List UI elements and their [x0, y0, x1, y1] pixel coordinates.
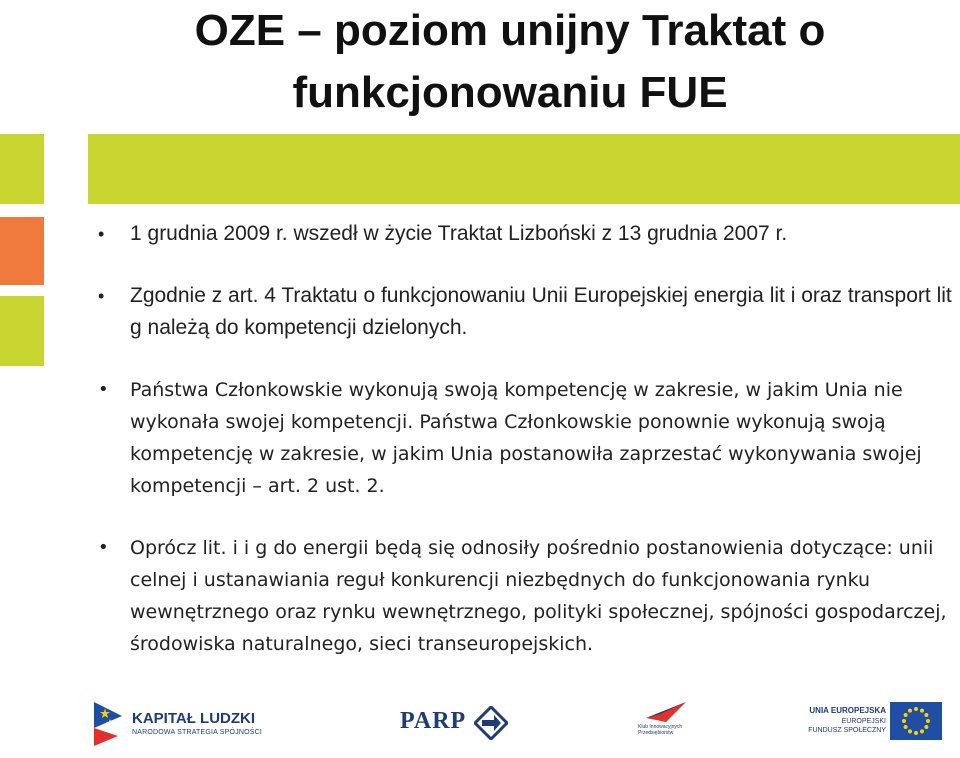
eu-fund-label-2: FUNDUSZ SPOŁECZNY	[808, 727, 886, 734]
eu-flag-icon	[890, 702, 942, 740]
bullet-item	[96, 280, 958, 344]
parp-logo	[400, 704, 510, 744]
green-side-block-lower	[0, 296, 44, 366]
orange-side-block	[0, 217, 44, 285]
bullet-item	[96, 532, 958, 660]
bullet-dot: •	[98, 537, 109, 558]
bullet-dot: •	[98, 286, 105, 306]
parp-mark-icon	[474, 706, 508, 740]
slide-title	[150, 0, 870, 124]
logo-footer	[0, 696, 960, 758]
bullet-list	[96, 218, 958, 660]
eu-fund-label-1: EUROPEJSKI	[841, 718, 886, 725]
paper-plane-icon	[636, 698, 692, 724]
kapital-ludzki-logo	[92, 696, 282, 752]
bullet-dot: •	[98, 224, 105, 244]
bullet-item	[96, 374, 958, 502]
parp-logo-text: PARP	[400, 708, 467, 734]
kapital-ludzki-subtitle: NARODOWA STRATEGIA SPÓJNOŚCI	[132, 729, 263, 736]
slide-title-line-1: OZE – poziom unijny Traktat o	[194, 6, 826, 55]
slide-title-line-2: funkcjonowaniu FUE	[292, 68, 728, 117]
bullet-dot: •	[98, 379, 109, 400]
eu-label: UNIA EUROPEJSKA	[809, 706, 886, 715]
bullet-text: Zgodnie z art. 4 Traktatu o funkcjonowaniu Unii Europejskiej energia lit i oraz transport lit g należą do kompetencji dzielonych.	[130, 284, 952, 339]
kapital-ludzki-mark-icon	[92, 698, 124, 748]
bullet-item	[96, 218, 958, 250]
green-title-band	[88, 134, 960, 204]
bullet-text: 1 grudnia 2009 r. wszedł w życie Traktat Lizboński z 13 grudnia 2007 r.	[130, 222, 788, 245]
bullet-text: Państwa Członkowskie wykonują swoją kompetencję w zakresie, w jakim Unia nie wykonała swojej kompetencji. Państwa Członkowskie ponownie wykonują swoją kompetencję w zakresie, w jakim Unia postanowiła zaprzestać wykonywania swojej kompetencji – art. 2 ust. 2.	[130, 379, 922, 497]
klub-innowacyjnych-text: Klub Innowacyjnych Przedsiębiorstw	[638, 724, 683, 736]
kapital-ludzki-title: KAPITAŁ LUDZKI	[132, 710, 256, 727]
eu-social-fund-logo	[800, 702, 950, 750]
bullet-text: Oprócz lit. i i g do energii będą się odnosiły pośrednio postanowienia dotyczące: unii celnej i ustanawiania reguł konkurencji niezbędnych do funkcjonowania rynku wewnętrznego oraz rynku wewnętrznego, polityki społecznej, spójności gospodarczej, środowiska naturalnego, sieci transeuropejskich.	[130, 537, 947, 655]
klub-innowacyjnych-logo	[636, 698, 692, 754]
green-side-block	[0, 134, 44, 204]
